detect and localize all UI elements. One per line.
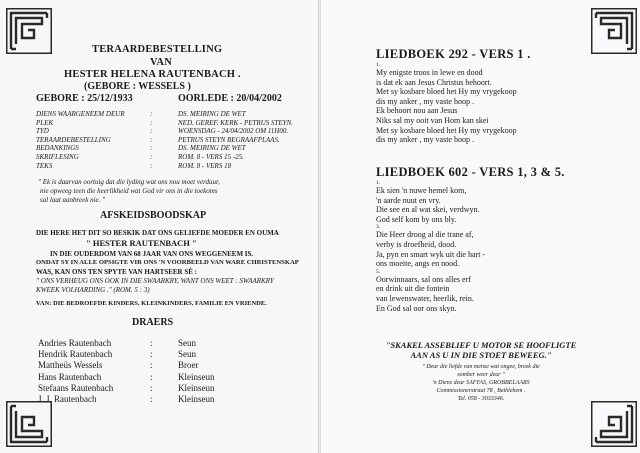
afskeid-line: ONDAT SY IN ALLE OPSIGTE VIR ONS 'N VOORBEELD VAN WARE CHRISTENSKAP [36, 259, 299, 266]
footer-line: " Deur die liefde van mense wat ongee, breek die [422, 364, 540, 370]
afskeid-line: WAS, KAN ONS TEN SPYTE VAN HARTSEER SÊ : [36, 268, 197, 276]
draer-role: Seun [178, 338, 196, 348]
maiden-name: (GEBORE : WESSELS ) [84, 81, 191, 92]
draer-role: Seun [178, 349, 196, 360]
afskeid-line: DIE HERE HET DIT SO BESKIK DAT ONS GELIEFDE MOEDER EN OUMA [36, 229, 279, 237]
quote-line: nie opweeg teen die heerlikheid wat God vir ons in die toekoms [40, 187, 218, 195]
hymn2-title: LIEDBOEK 602 - VERS 1, 3 & 5. [376, 165, 565, 179]
draer-role: Kleinseun [178, 371, 215, 382]
detail-label: TERAARDEBESTELLING [36, 135, 111, 144]
corner-ornament-top-right-icon [591, 8, 637, 54]
van-line: VAN: DIE BEDROEFDE KINDERS, KLEINKINDERS, FAMILIE EN VRIENDE. [36, 300, 267, 307]
verse-line: My enigste troos in lewe en dood [376, 68, 483, 77]
detail-value: NED. GEREF. KERK - PETRUS STEYN. [178, 118, 293, 127]
footer-line: Commissionerstraat 78 , Bethlehem . [436, 388, 526, 394]
afskeid-title: AFSKEIDSBOODSKAP [100, 210, 207, 221]
verse-line: Die Heer droog al die trane af, [376, 230, 474, 240]
footer-line: Tel. 058 - 3033346. [457, 396, 505, 402]
verse-number: 3. [376, 224, 381, 231]
verse-line: en drink uit die fontein [376, 284, 450, 294]
detail-value: DS. MEIRING DE WET [178, 110, 246, 118]
draer-name: Hans Rautenbach [38, 371, 102, 382]
draer-role: Kleinseun [178, 382, 215, 393]
quote-line: sal laat aanbreek nie. " [40, 196, 106, 204]
detail-separator: : [150, 135, 153, 144]
verse-line: dis my anker , my vaste hoop . [376, 135, 474, 145]
detail-label: DIENS WAARGENEEM DEUR [36, 110, 125, 118]
verse-line: Ja, pyn en smart wyk uit die hart - [376, 249, 486, 259]
afskeid-line: " ONS VERHEUG ONS OOK IN DIE SWAARKRY, WANT ONS WEET : SWAARKRY [36, 277, 274, 285]
quote-line: " Ek is daarvan oortuig dat die lyding wat ons nou moet verduur, [38, 178, 220, 186]
footer-line: 'n Diens deur SAFFAS, GROBBELAARS [432, 380, 530, 386]
detail-separator: : [150, 110, 153, 118]
draers-title: DRAERS [132, 317, 174, 328]
draer-separator: : [150, 360, 153, 371]
verse-line: Met sy kosbare bloed het Hy my vrygekoop [376, 87, 517, 97]
verse-line: God self kom by ons bly. [376, 214, 457, 224]
detail-value: DS. MEIRING DE WET [178, 144, 246, 153]
draer-separator: : [150, 371, 153, 382]
corner-ornament-bottom-left-icon [6, 401, 52, 447]
detail-value: ROM. 8 - VERS 15 -25. [178, 153, 244, 161]
detail-label: BEDANKINGS [36, 144, 79, 153]
draer-name: Mattheüs Wessels [38, 360, 103, 371]
detail-label: TEKS [36, 161, 53, 170]
birth-date: GEBORE : 25/12/1933 [36, 93, 133, 104]
detail-value: WOENSDAG - 24/04/2002 OM 11H00. [178, 127, 289, 136]
verse-number: 5. [376, 268, 381, 275]
verse-line: ons moeite, angs en nood. [376, 259, 460, 269]
detail-separator: : [150, 144, 153, 153]
detail-separator: : [150, 153, 153, 161]
detail-separator: : [150, 118, 153, 127]
verse-line: En God sal oor ons skyn. [376, 303, 457, 313]
verse-number: 1. [376, 62, 381, 68]
verse-line: Met sy kosbare bloed het Hy my vrygekoop [376, 125, 517, 135]
skakel-line: AAN AS U IN DIE STOET BEWEEG." [410, 350, 552, 360]
corner-ornament-bottom-right-icon [591, 401, 637, 447]
death-date: OORLEDE : 20/04/2002 [178, 93, 282, 104]
draer-separator: : [150, 382, 153, 393]
draer-name: Andries Rautenbach [38, 338, 112, 348]
verse-line: 'n aarde nuut en vry. [376, 195, 441, 205]
draer-name: Hendrik Rautenbach [38, 349, 113, 360]
skakel-line: "SKAKEL ASSEBLIEF U MOTOR SE HOOFLIGTE [385, 340, 577, 350]
title: TERAARDEBESTELLING [92, 44, 223, 55]
hymn1-verses [376, 62, 517, 145]
detail-value: ROM. 8 - VERS 18 [178, 161, 232, 170]
afskeid-line: IN DIE OUDERDOM VAN 68 JAAR VAN ONS WEGGENEEM IS. [50, 250, 254, 258]
footer-line: somber weer deur " [457, 372, 505, 378]
verse-line: verby is droefheid, dood. [376, 239, 457, 249]
detail-separator: : [150, 127, 153, 136]
verse-line: Die see en al wat skei, verdwyn. [376, 205, 480, 215]
verse-line: Oorwinnaars, sal ons alles erf [376, 274, 471, 284]
hymn2-verses [376, 180, 485, 313]
draer-name: Stefaans Rautenbach [38, 382, 114, 393]
left-page [0, 0, 318, 453]
draer-separator: : [150, 349, 153, 360]
verse-line: van lewenswater, heerlik, rein. [376, 293, 474, 303]
corner-ornament-top-left-icon [6, 8, 52, 54]
verse-number: 1. [376, 180, 381, 186]
verse-line: dis my anker , my vaste hoop . [376, 96, 474, 106]
detail-value: PETRUS STEYN BEGRAAFPLAAS. [178, 135, 280, 144]
detail-label: TYD [36, 127, 49, 136]
draer-separator: : [150, 394, 153, 404]
detail-label: SKRIFLESING [36, 153, 79, 161]
draer-role: Kleinseun [178, 394, 215, 404]
title-van: VAN [150, 57, 172, 68]
hymn1-title: LIEDBOEK 292 - VERS 1 . [376, 47, 531, 61]
verse-line: Ek behoort nou aan Jesus [376, 106, 458, 116]
afskeid-line: KWEEK VOLHARDING ." (ROM. 5 : 3) [36, 286, 150, 294]
verse-line: Ek sien 'n nuwe hemel kom, [376, 186, 467, 195]
right-page [321, 0, 640, 453]
draer-name: J. J. Rautenbach [38, 394, 97, 404]
draer-role: Broer [178, 360, 199, 371]
verse-line: is dat ek aan Jesus Christus behoort. [376, 77, 492, 87]
deceased-name: HESTER HELENA RAUTENBACH . [64, 69, 241, 80]
verse-line: Niks sal my ooit van Hom kan skei [376, 115, 489, 125]
detail-separator: : [150, 161, 153, 170]
afskeid-name: " HESTER RAUTENBACH " [86, 238, 197, 248]
draer-separator: : [150, 338, 153, 348]
detail-label: PLEK [36, 118, 54, 127]
